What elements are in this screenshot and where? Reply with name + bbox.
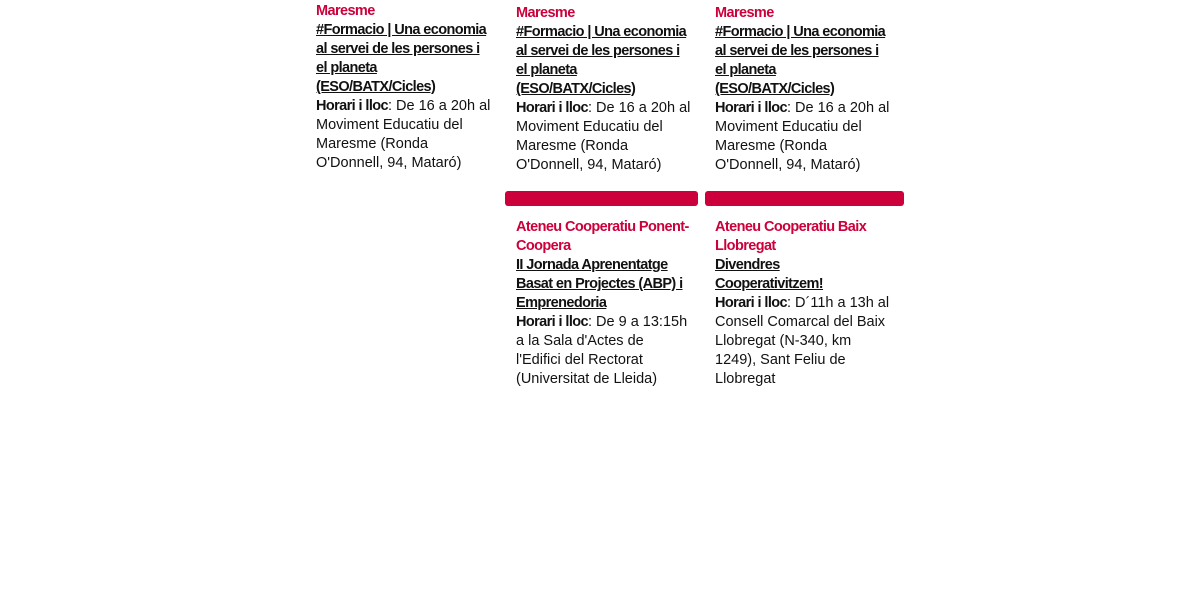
event-column-1 — [316, 2, 492, 173]
event-divider-bar — [505, 191, 698, 206]
schedule-text: : De 16 a 20h al Moviment Educatiu del Maresme (Ronda O'Donnell, 94, Mataró) — [715, 100, 890, 173]
event-title-link[interactable]: II Jornada Aprenentatge Basat en Projectes (ABP) i Emprenedoria — [516, 257, 683, 311]
event-divider-bar — [705, 191, 904, 206]
schedule-label: Horari i lloc — [715, 100, 787, 116]
schedule-text: : De 16 a 20h al Moviment Educatiu del Maresme (Ronda O'Donnell, 94, Mataró) — [516, 100, 691, 173]
schedule-text: : De 16 a 20h al Moviment Educatiu del Maresme (Ronda O'Donnell, 94, Mataró) — [316, 98, 491, 171]
event-column-3 — [715, 4, 891, 175]
event-title-link[interactable]: #Formacio | Una economia al servei de les persones i el planeta (ESO/BATX/Cicles) — [516, 24, 687, 97]
event-schedule — [715, 99, 891, 175]
schedule-label: Horari i lloc — [316, 98, 388, 114]
event-organizer: Maresme — [516, 5, 575, 21]
event-schedule — [516, 99, 692, 175]
event-title-link[interactable]: Divendres Cooperativitzem! — [715, 257, 824, 292]
event-schedule — [715, 294, 891, 389]
event-organizer: Maresme — [316, 3, 375, 19]
schedule-label: Horari i lloc — [715, 295, 787, 311]
schedule-text: : De 9 a 13:15h a la Sala d'Actes de l'Edifici del Rectorat (Universitat de Lleida) — [516, 314, 688, 387]
event-schedule — [516, 313, 692, 389]
event-card — [516, 218, 692, 389]
event-organizer: Maresme — [715, 5, 774, 21]
event-schedule — [316, 97, 492, 173]
event-card — [715, 218, 891, 389]
event-organizer: Ateneu Cooperatiu Ponent-Coopera — [516, 219, 689, 254]
event-title-link[interactable]: #Formacio | Una economia al servei de les persones i el planeta (ESO/BATX/Cicles) — [715, 24, 886, 97]
schedule-label: Horari i lloc — [516, 314, 588, 330]
schedule-label: Horari i lloc — [516, 100, 588, 116]
event-title-link[interactable]: #Formacio | Una economia al servei de les persones i el planeta (ESO/BATX/Cicles) — [316, 22, 487, 95]
schedule-text: : D´11h a 13h al Consell Comarcal del Baix Llobregat (N-340, km 1249), Sant Feliu de Llobregat — [715, 295, 890, 387]
event-organizer: Ateneu Cooperatiu Baix Llobregat — [715, 219, 867, 254]
event-column-2 — [516, 4, 692, 175]
